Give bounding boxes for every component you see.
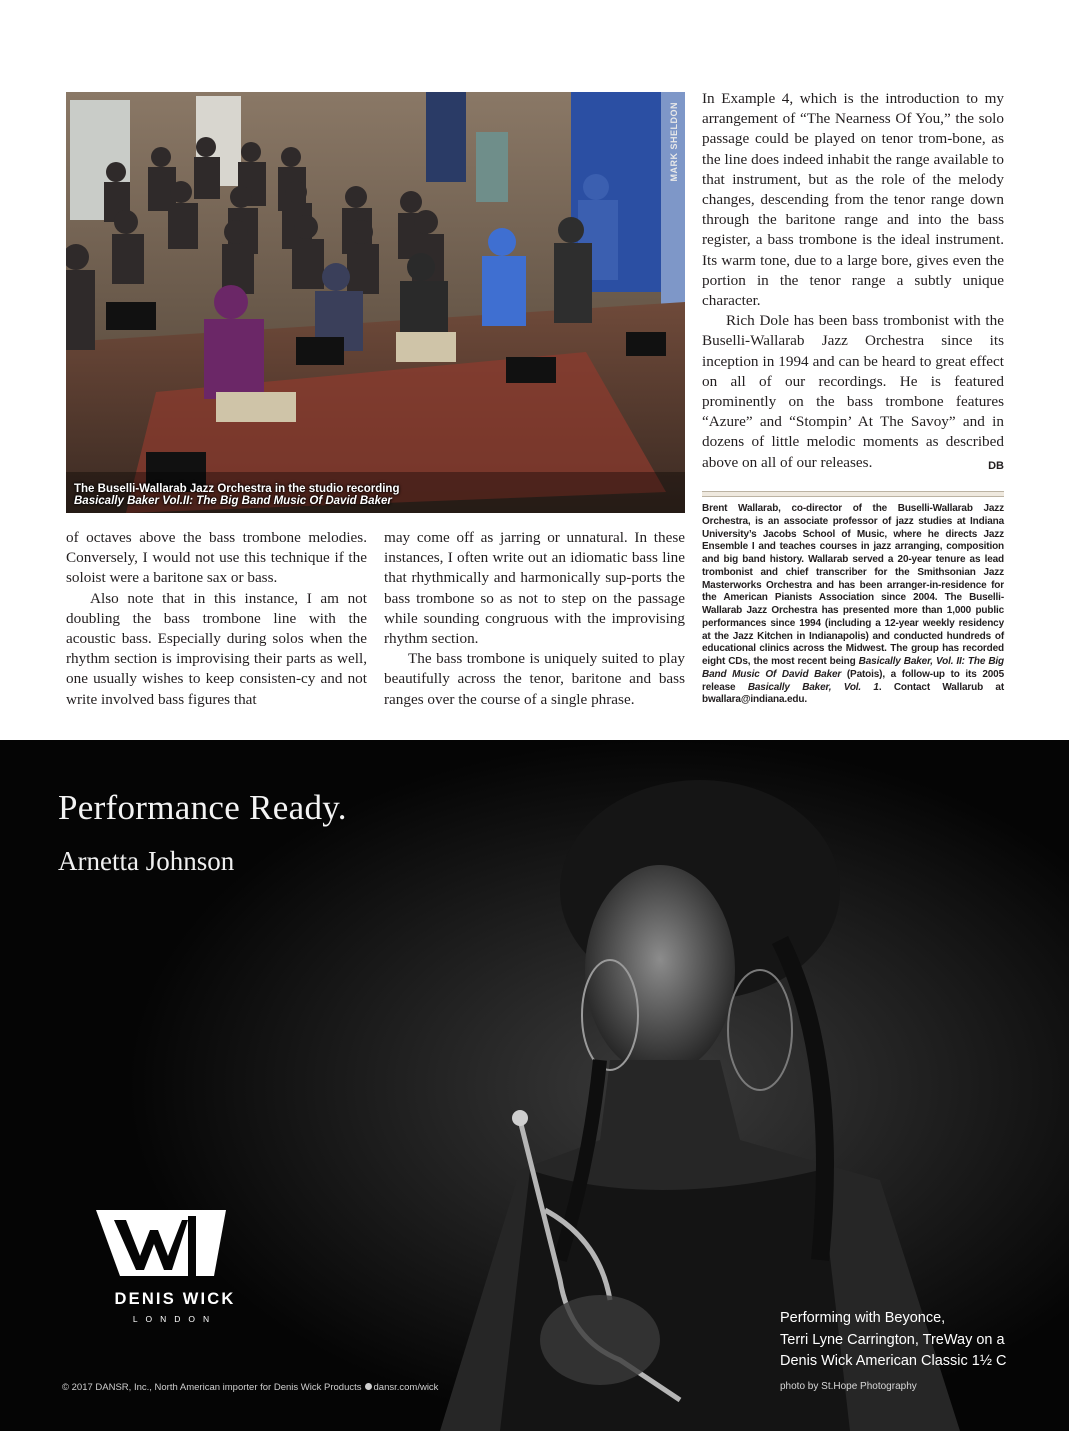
article-column-2 [384, 528, 685, 710]
advertisement [0, 740, 1069, 1431]
bio-text: . Contact Wallarub at bwallara@indiana.edu. [702, 681, 1004, 706]
article-paragraph: may come off as jarring or unnatural. In these instances, I often write out an idiomatic bass line that rhythmically and harmonically sup-ports the bass trombone so as not to step on the passage while sounding congruous with the improvising rhythm section. [384, 529, 685, 648]
ad-copy [780, 1308, 1006, 1373]
photo-caption-line2: Basically Baker Vol.II: The Big Band Music Of David Baker [74, 495, 392, 507]
author-bio [702, 503, 1004, 707]
bullet-icon [365, 1383, 372, 1390]
bio-text: (Patois), a follow-up to its 2005 release [702, 668, 1004, 693]
ad-headline: Performance Ready. [58, 788, 347, 827]
article-paragraph: In Example 4, which is the introduction to my arrangement of “The Nearness Of You,” the solo passage could be played on tenor trom-bone, as the line does indeed inhabit the range available to that instrument, but as the role of the melody changes, descending from the tenor range down through the baritone range and into the bass register, a bass trombone is the ideal instrument. Its warm tone, due to a large bore, gives even the portion in the tenor range a subtly unique character. [702, 90, 1004, 310]
denis-wick-logo [92, 1208, 236, 1324]
article-paragraph: The bass trombone is uniquely suited to play beautifully across the tenor, baritone and bass ranges over the course of a single phrase. [384, 650, 685, 708]
end-mark: DB [988, 459, 1004, 472]
bio-album-title: Basically Baker, Vol. 1 [747, 681, 879, 693]
ad-copy-line: Denis Wick American Classic 1½ C [780, 1353, 1007, 1369]
ad-photo-credit: photo by St.Hope Photography [780, 1381, 917, 1392]
article-paragraph-text: Rich Dole has been bass trombonist with the Buselli-Wallarab Jazz Orchestra since its inception in 1994 and can be heard to great effect on all of our recordings. He is featured prominently on the bass trombone features “Azure” and “Stompin’ At The Savoy” and in dozens of little melodic moments as described above on all of our releases. [702, 312, 1004, 471]
article-paragraph: Also note that in this instance, I am not doubling the bass trombone line with the acoustic bass. Especially during solos when the rhythm section is improvising their parts as well, one usually wishes to keep consisten-cy and not write involved bass figures that [66, 589, 367, 708]
photo-caption [74, 483, 399, 507]
article-paragraph [702, 311, 1004, 473]
ad-footer-text: © 2017 DANSR, Inc., North American importer for Denis Wick Products [62, 1382, 362, 1393]
ad-footer [62, 1382, 438, 1393]
logo-subtitle: LONDON [132, 1314, 218, 1324]
logo-wordmark: DENIS WICK [114, 1290, 236, 1308]
ad-artist-name: Arnetta Johnson [58, 846, 235, 876]
article-paragraph: of octaves above the bass trombone melodies. Conversely, I would not use this technique if the soloist were a baritone sax or bass. [66, 529, 367, 587]
band-photo [66, 92, 685, 513]
ad-copy-line: Terri Lyne Carrington, TreWay on a [780, 1331, 1005, 1348]
article-column-right [702, 89, 1004, 476]
bio-album-title: Basically Baker, Vol. II: The Big Band Music Of David Baker [702, 656, 1004, 680]
bio-divider [702, 491, 1004, 497]
photo-caption-line1: The Buselli-Wallarab Jazz Orchestra in the studio recording [74, 483, 400, 495]
ad-footer-url[interactable]: dansr.com/wick [373, 1382, 439, 1393]
photo-credit: MARK SHELDON [669, 102, 679, 182]
bio-text: Brent Wallarab, co-director of the Buselli-Wallarab Jazz Orchestra, is an associate professor of jazz studies at Indiana University’s Jacobs School of Music, where he directs Jazz Ensemble I and teaches courses in jazz arranging, composition and big band history. Wallarab served a 20-year tenure as lead trombonist and chief transcriber for the Smithsonian Jazz Masterworks Orchestra and has been arranger-in-residence for the American Pianists Association since 2004. The Buselli-Wallarab Jazz Orchestra has presented more than 1,000 public performances since 1994 (including a 12-year weekly residency at the Jazz Kitchen in Indianapolis) and conducted hundreds of educational clinics across the Midwest. The group has recorded eight CDs, the most recent being [702, 503, 1004, 667]
logo-w-mark [92, 1208, 258, 1288]
article-column-1 [66, 528, 367, 710]
band-photo-image [66, 92, 685, 513]
ad-copy-line: Performing with Beyonce, [780, 1310, 946, 1326]
